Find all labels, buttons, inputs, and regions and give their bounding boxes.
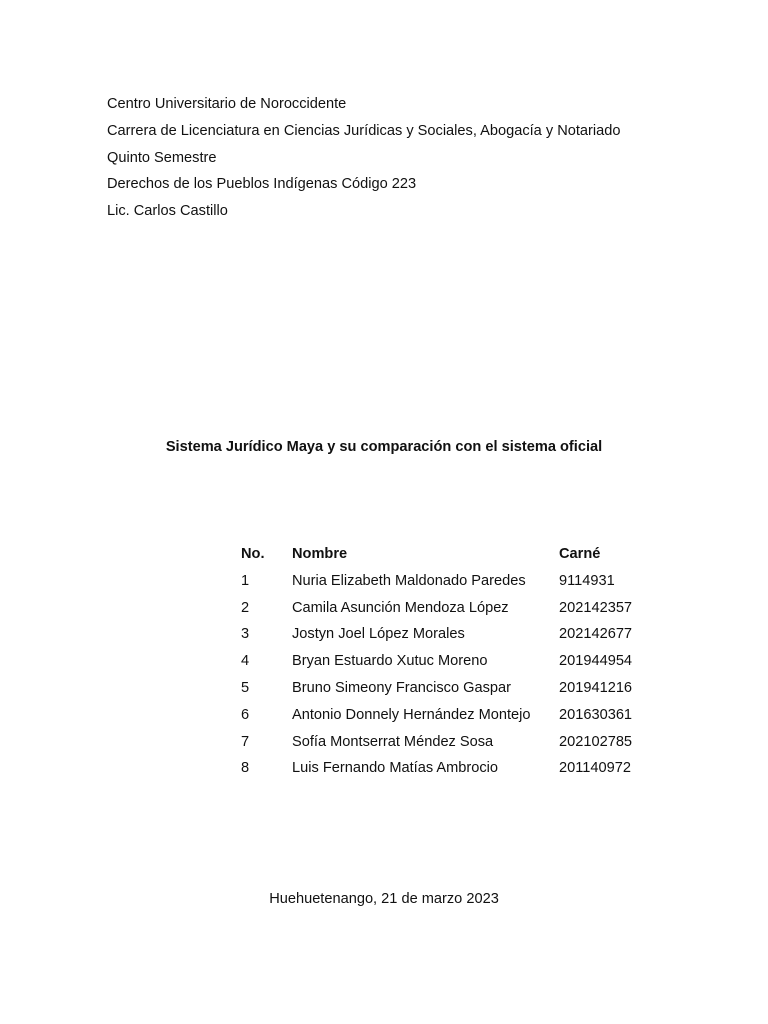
student-carne: 201944954 xyxy=(559,653,633,670)
semester: Quinto Semestre xyxy=(107,149,217,166)
course-name: Derechos de los Pueblos Indígenas Código 223 xyxy=(107,176,417,193)
row-number: 3 xyxy=(241,626,250,643)
student-name: Luis Fernando Matías Ambrocio xyxy=(292,760,499,777)
student-name: Antonio Donnely Hernández Montejo xyxy=(292,706,531,723)
row-number: 5 xyxy=(241,679,250,696)
students-table xyxy=(234,541,649,782)
row-number: 7 xyxy=(241,733,250,750)
document-title: Sistema Jurídico Maya y su comparación con el sistema oficial xyxy=(165,439,603,455)
column-header-carne: Carné xyxy=(559,546,601,562)
table-row xyxy=(234,648,649,675)
student-name: Nuria Elizabeth Maldonado Paredes xyxy=(292,572,526,589)
student-carne: 202142677 xyxy=(559,626,633,643)
place-and-date: Huehuetenango, 21 de marzo 2023 xyxy=(269,891,499,907)
table-header-row xyxy=(234,541,649,568)
row-number: 6 xyxy=(241,706,250,723)
table-row xyxy=(234,675,649,702)
student-carne: 201630361 xyxy=(559,706,633,723)
document-header xyxy=(107,91,620,225)
table-row xyxy=(234,621,649,648)
row-number: 2 xyxy=(241,599,250,616)
student-carne: 202142357 xyxy=(559,599,633,616)
table-row xyxy=(234,595,649,622)
row-number: 4 xyxy=(241,653,250,670)
table-row xyxy=(234,702,649,729)
student-carne: 201941216 xyxy=(559,679,633,696)
table-row xyxy=(234,755,649,782)
university-name: Centro Universitario de Noroccidente xyxy=(107,96,347,112)
column-header-number: No. xyxy=(241,546,265,562)
student-name: Camila Asunción Mendoza López xyxy=(292,599,509,616)
career-name: Carrera de Licenciatura en Ciencias Jurídicas y Sociales, Abogacía y Notariado xyxy=(107,122,621,139)
column-header-name: Nombre xyxy=(292,546,348,562)
student-name: Jostyn Joel López Morales xyxy=(292,626,465,643)
student-carne: 202102785 xyxy=(559,733,633,750)
student-carne: 9114931 xyxy=(559,572,615,589)
table-row xyxy=(234,568,649,595)
row-number: 8 xyxy=(241,760,250,777)
student-name: Sofía Montserrat Méndez Sosa xyxy=(292,733,494,750)
table-row xyxy=(234,729,649,756)
student-name: Bryan Estuardo Xutuc Moreno xyxy=(292,653,488,670)
row-number: 1 xyxy=(241,572,250,589)
student-name: Bruno Simeony Francisco Gaspar xyxy=(292,679,511,696)
student-carne: 201140972 xyxy=(559,760,631,777)
instructor-name: Lic. Carlos Castillo xyxy=(107,203,228,220)
